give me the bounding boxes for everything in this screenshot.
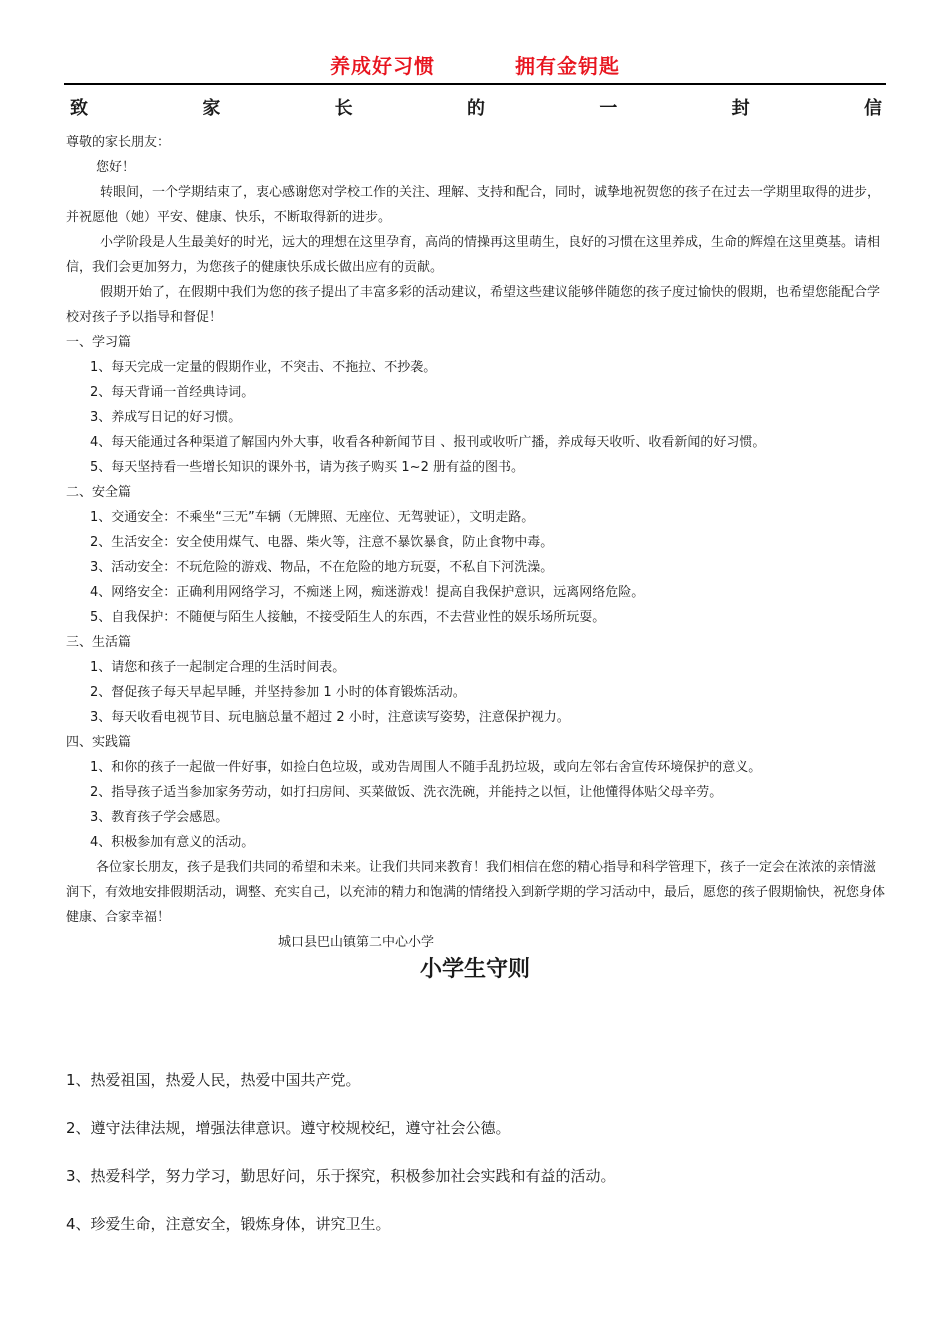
title-char: 的 (466, 98, 485, 119)
greeting: 尊敬的家长朋友： (66, 135, 171, 150)
page-header (0, 50, 950, 79)
section-heading: 一、学习篇 (66, 335, 132, 350)
list-item: 2、生活安全：安全使用煤气、电器、柴火等，注意不暴饮暴食，防止食物中毒。 (90, 535, 554, 550)
title-char: 一 (599, 98, 618, 119)
list-item: 2、指导孩子适当参加家务劳动，如打扫房间、买菜做饭、洗衣洗碗，并能持之以恒，让他懂得体贴父母辛劳。 (90, 785, 723, 800)
school-signature: 城口县巴山镇第二中心小学 (278, 935, 435, 950)
rule-item: 3、热爱科学，努力学习，勤思好问，乐于探究，积极参加社会实践和有益的活动。 (66, 1167, 616, 1185)
list-item: 4、积极参加有意义的活动。 (90, 835, 255, 850)
title-char: 家 (202, 98, 221, 119)
list-item: 2、督促孩子每天早起早睡，并坚持参加 1 小时的体育锻炼活动。 (90, 685, 466, 700)
list-item: 5、自我保护：不随便与陌生人接触，不接受陌生人的东西，不去营业性的娱乐场所玩耍。 (90, 610, 606, 625)
header-left-text: 养成好习惯 (330, 54, 435, 78)
section-heading: 四、实践篇 (66, 735, 132, 750)
title-char: 致 (70, 98, 88, 119)
list-item: 4、网络安全：正确利用网络学习，不痴迷上网，痴迷游戏！提高自我保护意识，远离网络危险。 (90, 585, 645, 600)
header-divider (64, 83, 886, 85)
rule-item: 1、热爱祖国，热爱人民，热爱中国共产党。 (66, 1071, 361, 1089)
rules-title: 小学生守则 (419, 957, 530, 982)
list-item: 1、和你的孩子一起做一件好事，如捡白色垃圾，或劝告周围人不随手乱扔垃圾，或向左邻右舍宣传环境保护的意义。 (90, 760, 762, 775)
list-item: 1、请您和孩子一起制定合理的生活时间表。 (90, 660, 346, 675)
closing-paragraph: 各位家长朋友，孩子是我们共同的希望和未来。让我们共同来教育！我们相信在您的精心指导和科学管理下，孩子一定会在浓浓的亲情滋润下，有效地安排假期活动，调整、充实自己，以充沛的精力和饱满的情绪投入到新学期的学习活动中，最后，愿您的孩子假期愉快，祝您身体健康、合家幸福！ (66, 860, 886, 925)
list-item: 2、每天背诵一首经典诗词。 (90, 385, 255, 400)
list-item: 1、每天完成一定量的假期作业，不突击、不拖拉、不抄袭。 (90, 360, 437, 375)
list-item: 3、教育孩子学会感恩。 (90, 810, 229, 825)
letter-title (70, 94, 882, 120)
hello-line: 您好！ (96, 160, 136, 175)
letter-body (66, 130, 888, 955)
title-char: 封 (731, 98, 750, 119)
section-heading: 二、安全篇 (66, 485, 132, 500)
list-item: 5、每天坚持看一些增长知识的课外书，请为孩子购买 1~2 册有益的图书。 (90, 460, 524, 475)
header-right-text: 拥有金钥匙 (515, 54, 620, 78)
title-char: 长 (334, 98, 353, 119)
paragraph: 小学阶段是人生最美好的时光，远大的理想在这里孕育，高尚的情操再这里萌生，良好的习惯在这里养成，生命的辉煌在这里奠基。请相信，我们会更加努力，为您孩子的健康快乐成长做出应有的贡献。 (66, 235, 881, 275)
list-item: 3、活动安全：不玩危险的游戏、物品，不在危险的地方玩耍，不私自下河洗澡。 (90, 560, 554, 575)
section-heading: 三、生活篇 (66, 635, 132, 650)
list-item: 3、养成写日记的好习惯。 (90, 410, 242, 425)
rule-item: 2、遵守法律法规，增强法律意识。遵守校规校纪，遵守社会公德。 (66, 1119, 511, 1137)
paragraph: 转眼间，一个学期结束了，衷心感谢您对学校工作的关注、理解、支持和配合，同时，诚挚地祝贺您的孩子在过去一学期里取得的进步，并祝愿他（她）平安、健康、快乐，不断取得新的进步。 (66, 185, 881, 225)
title-char: 信 (863, 98, 882, 119)
list-item: 4、每天能通过各种渠道了解国内外大事，收看各种新闻节目 、报刊或收听广播，养成每天收听、收看新闻的好习惯。 (90, 435, 766, 450)
list-item: 1、交通安全：不乘坐“三无”车辆（无牌照、无座位、无驾驶证），文明走路。 (90, 510, 535, 525)
paragraph: 假期开始了，在假期中我们为您的孩子提出了丰富多彩的活动建议，希望这些建议能够伴随您的孩子度过愉快的假期，也希望您能配合学校对孩子予以指导和督促！ (66, 285, 881, 325)
rule-item: 4、珍爱生命，注意安全，锻炼身体，讲究卫生。 (66, 1215, 391, 1233)
list-item: 3、每天收看电视节目、玩电脑总量不超过 2 小时，注意读写姿势，注意保护视力。 (90, 710, 570, 725)
